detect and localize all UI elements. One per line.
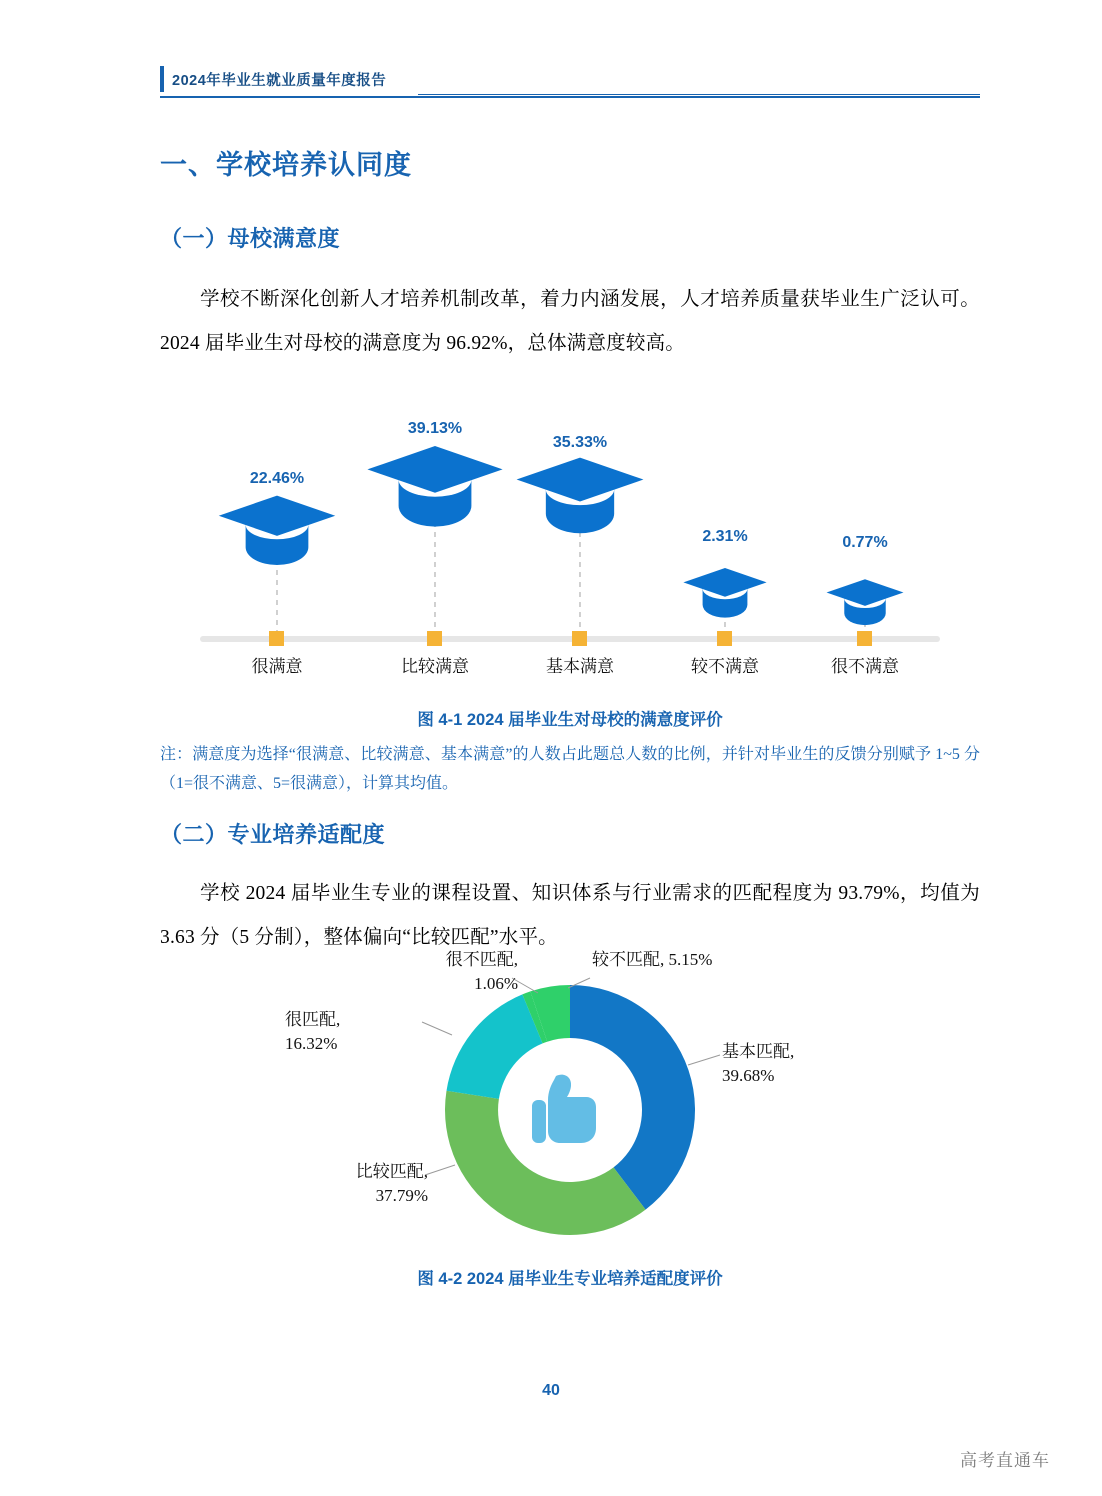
pie-label-basic-match-line2: 39.68% [722,1066,775,1085]
paragraph-satisfaction: 学校不断深化创新人才培养机制改革，着力内涵发展，人才培养质量获毕业生广泛认可。2024 届毕业生对母校的满意度为 96.92%，总体满意度较高。 [160,289,980,354]
pie-label-fair-match-line2: 37.79% [375,1186,428,1205]
figure-1-note: 注：满意度为选择“很满意、比较满意、基本满意”的人数占此题总人数的比例，并针对毕业生的反馈分别赋予 1~5 分（1=很不满意、5=很满意），计算其均值。 [160,746,980,792]
pie-label-very-mismatch-line1: 很不匹配, [445,950,518,969]
subsection-heading-1: （一）母校满意度 [160,226,341,251]
value-label-3: 2.31% [702,528,748,545]
axis-marker-2 [572,631,587,646]
mortarboard-1 [367,446,502,527]
figure-satisfaction-chart [160,400,980,690]
mortarboard-0 [219,496,335,565]
pie-label-very-match-line2: 16.32% [285,1034,338,1053]
pie-label-fair-match-line1: 比较匹配, [355,1162,428,1181]
value-label-0: 22.46% [249,470,305,487]
header-title: 2024年毕业生就业质量年度报告 [172,73,387,89]
pie-label-basic-match-line1: 基本匹配, [722,1042,795,1061]
figure-1-caption: 图 4-1 2024 届毕业生对母校的满意度评价 [417,711,723,729]
donut-chart-svg [160,960,980,1260]
leader-basic [688,1055,720,1065]
header-accent-bar [160,66,164,92]
pie-label-very-match-line1: 很匹配, [285,1010,341,1029]
category-label-3: 较不满意 [691,657,759,676]
value-label-2: 35.33% [552,434,608,451]
category-label-1: 比较满意 [401,657,469,676]
page-number: 40 [542,1382,560,1399]
figure-match-chart [160,950,980,1260]
slice-basic-match [570,985,695,1210]
section-heading: 一、学校培养认同度 [160,150,412,180]
pie-label-very-mismatch-line2: 1.06% [474,974,518,993]
pie-label-very-mismatch [400,948,518,996]
category-label-4: 很不满意 [831,657,899,676]
axis-marker-3 [717,631,732,646]
mortarboard-3 [683,568,766,618]
axis-marker-1 [427,631,442,646]
page-header [160,66,980,100]
pie-label-very-match [285,1008,425,1056]
paragraph-match: 学校 2024 届毕业生专业的课程设置、知识体系与行业需求的匹配程度为 93.79%，均值为 3.63 分（5 分制），整体偏向“比较匹配”水平。 [160,883,980,948]
leader-fair [425,1165,455,1175]
figure-2-caption: 图 4-2 2024 届毕业生专业培养适配度评价 [417,1270,723,1288]
value-label-4: 0.77% [842,534,888,551]
baseline [200,636,940,642]
pie-label-slight-mismatch: 较不匹配, 5.15% [592,950,713,969]
thumbs-up-icon [532,1075,596,1143]
mortarboard-4 [827,579,904,625]
watermark: 高考直通车 [960,1451,1050,1470]
category-label-0: 很满意 [251,657,303,676]
axis-marker-4 [857,631,872,646]
axis-marker-0 [269,631,284,646]
pie-label-basic-match [722,1040,794,1088]
header-rule-thin [418,94,980,95]
mortarboard-2 [517,458,644,534]
subsection-heading-2: （二）专业培养适配度 [160,822,386,847]
leader-very [422,1022,452,1035]
slice-very-match [447,994,543,1099]
pie-label-fair-match [288,1160,428,1208]
header-rule [160,96,980,98]
value-label-1: 39.13% [407,420,463,437]
category-label-2: 基本满意 [546,657,614,676]
